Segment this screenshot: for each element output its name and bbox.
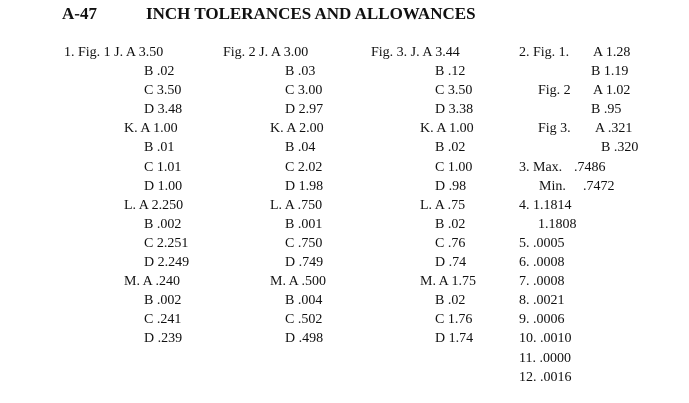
answer-text: C 1.01 — [144, 159, 182, 175]
answer-row — [223, 329, 363, 348]
answer-row — [223, 196, 363, 215]
answer-row — [519, 177, 679, 196]
answer-row — [64, 196, 204, 215]
answer-text: C 1.00 — [435, 159, 473, 175]
answer-row — [371, 81, 511, 100]
answer-text: B .01 — [144, 140, 175, 156]
answer-row — [223, 43, 363, 62]
answer-row — [371, 138, 511, 157]
answer-row — [64, 62, 204, 81]
answer-text: M. A 1.75 — [420, 274, 477, 290]
answer-row — [371, 100, 511, 119]
answer-text: 7. .0008 — [519, 274, 565, 290]
answer-row — [371, 119, 511, 138]
answer-text: L. A .750 — [270, 197, 323, 213]
answer-row — [64, 81, 204, 100]
answer-row — [371, 310, 511, 329]
answer-text: C 2.251 — [144, 235, 189, 251]
answer-row — [371, 177, 511, 196]
answer-text: 1.1808 — [538, 216, 577, 232]
answer-text: A 1.28 — [593, 45, 631, 60]
answer-column-2 — [223, 43, 363, 349]
answer-text: K. A 1.00 — [124, 121, 178, 137]
answer-text: A .321 — [595, 121, 633, 137]
answer-text: B .04 — [285, 140, 316, 156]
answer-row — [519, 329, 679, 348]
answer-text: D .98 — [435, 178, 467, 194]
answer-row — [371, 234, 511, 253]
answer-text: B .320 — [601, 140, 639, 156]
answer-row — [371, 62, 511, 81]
answer-text: B .02 — [435, 216, 466, 232]
answer-row — [223, 119, 363, 138]
answer-text: Min. — [539, 178, 566, 194]
answer-text: B .004 — [285, 293, 323, 309]
answer-text: K. A 2.00 — [270, 121, 324, 137]
answer-text: K. A 1.00 — [420, 121, 474, 137]
answer-text: 10. .0010 — [519, 331, 572, 347]
answer-text: D 1.74 — [435, 331, 474, 347]
answer-text: B .03 — [285, 64, 316, 80]
answer-text: B .02 — [435, 293, 466, 309]
answer-text: C .502 — [285, 312, 323, 328]
answer-row — [519, 215, 679, 234]
answer-row — [519, 81, 679, 100]
answer-row — [64, 158, 204, 177]
page-id: A-47 — [62, 4, 97, 23]
answer-row — [64, 177, 204, 196]
answer-text: 4. 1.1814 — [519, 197, 572, 213]
answer-row — [371, 272, 511, 291]
answer-row — [519, 291, 679, 310]
answer-text: B .02 — [144, 64, 175, 80]
answer-text: 12. .0016 — [519, 369, 572, 385]
answer-row — [64, 291, 204, 310]
answer-row — [519, 62, 679, 81]
answer-text: 6. .0008 — [519, 255, 565, 271]
answer-text: D 1.00 — [144, 178, 183, 194]
answer-text: C 1.76 — [435, 312, 473, 328]
answer-row — [519, 234, 679, 253]
answer-text: M. A .500 — [270, 274, 327, 290]
answer-row — [519, 349, 679, 368]
answer-text: 9. .0006 — [519, 312, 565, 328]
answer-row — [223, 234, 363, 253]
answer-row — [223, 215, 363, 234]
answer-row — [223, 138, 363, 157]
answer-text: D 3.38 — [435, 102, 474, 118]
answer-row — [64, 272, 204, 291]
answer-text: C 3.50 — [435, 83, 473, 99]
answer-row — [64, 100, 204, 119]
answer-row — [223, 81, 363, 100]
answer-text: D 2.97 — [285, 102, 324, 118]
answer-row — [371, 158, 511, 177]
page-title: INCH TOLERANCES AND ALLOWANCES — [146, 4, 476, 23]
answer-text: L. A 2.250 — [124, 197, 184, 213]
answer-row — [519, 310, 679, 329]
answer-text: D 2.249 — [144, 255, 190, 271]
answer-row — [223, 291, 363, 310]
answer-text: D .239 — [144, 331, 183, 347]
answer-text: C 3.00 — [285, 83, 323, 99]
answer-text: D .498 — [285, 331, 324, 347]
answer-text: C 3.50 — [144, 83, 182, 99]
answer-text: L. A .75 — [420, 197, 466, 213]
answer-row — [64, 138, 204, 157]
answer-text: Fig. 2 J. A 3.00 — [223, 45, 309, 60]
answer-text: 8. .0021 — [519, 293, 565, 309]
answer-text: D 1.98 — [285, 178, 324, 194]
answer-row — [64, 215, 204, 234]
answer-row — [64, 253, 204, 272]
answer-row — [519, 272, 679, 291]
answer-row — [519, 196, 679, 215]
answer-text: 3. Max. — [519, 159, 563, 175]
answer-row — [223, 272, 363, 291]
answer-row — [223, 253, 363, 272]
answer-text: B .002 — [144, 216, 182, 232]
answer-text: 11. .0000 — [519, 350, 571, 366]
answer-text: B .001 — [285, 216, 323, 232]
answer-text: C .750 — [285, 235, 323, 251]
answer-text: D 3.48 — [144, 102, 183, 118]
answer-row — [519, 368, 679, 387]
answer-text: D .749 — [285, 255, 324, 271]
answer-text: B .002 — [144, 293, 182, 309]
answer-row — [519, 253, 679, 272]
answer-column-3 — [371, 43, 511, 349]
answer-row — [519, 138, 679, 157]
answer-text: 1. Fig. 1 J. A 3.50 — [64, 45, 164, 60]
answer-text: D .74 — [435, 255, 467, 271]
answer-row — [519, 119, 679, 138]
answer-text: M. A .240 — [124, 274, 181, 290]
answer-row — [371, 329, 511, 348]
answer-text: B 1.19 — [591, 64, 629, 80]
answer-row — [64, 119, 204, 138]
answer-row — [223, 100, 363, 119]
answer-row — [223, 62, 363, 81]
answer-row — [223, 177, 363, 196]
answer-text: B .02 — [435, 140, 466, 156]
answer-text: Fig 3. — [538, 121, 571, 137]
answer-row — [64, 310, 204, 329]
answer-row — [223, 158, 363, 177]
answer-text: C .241 — [144, 312, 182, 328]
answer-row — [371, 215, 511, 234]
answer-row — [371, 43, 511, 62]
answer-row — [64, 43, 204, 62]
answer-row — [64, 329, 204, 348]
answer-row — [64, 234, 204, 253]
answer-text: C .76 — [435, 235, 466, 251]
answer-column-4 — [519, 43, 679, 387]
answer-text: 2. Fig. 1. — [519, 45, 570, 60]
answer-row — [371, 253, 511, 272]
answer-column-1 — [64, 43, 204, 349]
answer-text: .7472 — [583, 178, 615, 194]
answer-row — [519, 158, 679, 177]
answer-row — [519, 43, 679, 62]
answer-text: B .12 — [435, 64, 466, 80]
answer-text: Fig. 2 — [538, 83, 571, 99]
answer-text: C 2.02 — [285, 159, 323, 175]
answer-text: .7486 — [574, 159, 606, 175]
answer-row — [371, 291, 511, 310]
answer-row — [371, 196, 511, 215]
answer-text: A 1.02 — [593, 83, 631, 99]
answer-text: Fig. 3. J. A 3.44 — [371, 45, 460, 60]
answer-row — [223, 310, 363, 329]
answer-text: 5. .0005 — [519, 235, 565, 251]
answer-row — [519, 100, 679, 119]
answer-text: B .95 — [591, 102, 622, 118]
